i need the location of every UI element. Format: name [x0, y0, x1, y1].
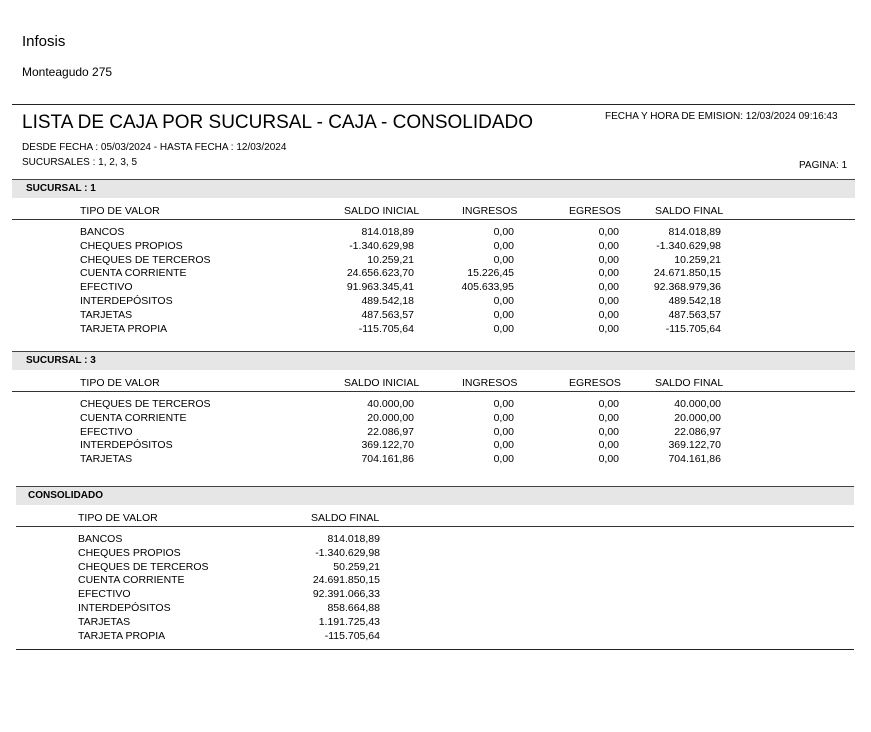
cell-ingresos: 0,00: [493, 253, 514, 266]
cell-saldo-inicial: 10.259,21: [367, 253, 414, 266]
cell-saldo-final: -1.340.629,98: [315, 546, 380, 559]
table-header: [12, 371, 855, 392]
table-header: [12, 199, 855, 220]
cell-saldo-inicial: -115.705,64: [358, 322, 414, 335]
table-row: [12, 226, 855, 240]
table-row: [12, 281, 855, 295]
cell-tipo: CUENTA CORRIENTE: [80, 267, 187, 280]
cell-tipo: EFECTIVO: [80, 281, 133, 294]
table-header: [16, 506, 854, 527]
table-row: [12, 398, 855, 412]
table-row: [16, 574, 854, 588]
cell-saldo-inicial: 489.542,18: [361, 294, 414, 307]
cell-saldo-inicial: 704.161,86: [361, 453, 414, 466]
cell-saldo-final: 22.086,97: [674, 425, 721, 438]
table-row: [12, 267, 855, 281]
cell-saldo-final: 24.691.850,15: [312, 574, 380, 587]
cell-tipo: CUENTA CORRIENTE: [78, 574, 185, 587]
table-row: [16, 547, 854, 561]
cell-saldo-inicial: 369.122,70: [361, 439, 414, 452]
cell-egresos: 0,00: [598, 322, 619, 335]
cell-tipo: CHEQUES DE TERCEROS: [80, 253, 211, 266]
table-body-sucursal-1: [12, 226, 855, 336]
cell-tipo: BANCOS: [78, 533, 123, 545]
cell-saldo-inicial: 24.656.623,70: [346, 267, 414, 280]
cell-egresos: 0,00: [598, 439, 619, 452]
report-title: LISTA DE CAJA POR SUCURSAL - CAJA - CONSOLIDADO: [22, 112, 534, 133]
cell-ingresos: 0,00: [493, 239, 514, 252]
cell-tipo: CHEQUES PROPIOS: [78, 546, 181, 559]
table-row: [12, 426, 855, 440]
col-ingresos: INGRESOS: [462, 377, 518, 389]
cell-saldo-final: 814.018,89: [327, 533, 380, 545]
cell-tipo: INTERDEPÓSITOS: [80, 294, 173, 307]
cell-saldo-inicial: 814.018,89: [361, 226, 414, 238]
col-saldo-final: SALDO FINAL: [655, 205, 724, 217]
cell-ingresos: 0,00: [493, 226, 514, 238]
col-saldo-final: SALDO FINAL: [311, 512, 380, 524]
cell-egresos: 0,00: [598, 253, 619, 266]
cell-saldo-final: 92.391.066,33: [312, 588, 380, 601]
cell-ingresos: 0,00: [493, 425, 514, 438]
cell-saldo-inicial: 91.963.345,41: [346, 281, 414, 294]
cell-egresos: 0,00: [598, 425, 619, 438]
cell-saldo-inicial: -1.340.629,98: [349, 239, 414, 252]
table-row: [16, 616, 854, 630]
cell-tipo: CUENTA CORRIENTE: [80, 411, 187, 424]
table-row: [12, 309, 855, 323]
cell-saldo-final: 487.563,57: [668, 308, 721, 321]
cell-saldo-inicial: 40.000,00: [367, 398, 414, 410]
cell-tipo: EFECTIVO: [80, 425, 133, 438]
branches-list: SUCURSALES : 1, 2, 3, 5: [22, 157, 138, 168]
cell-saldo-final: 92.368.979,36: [653, 281, 721, 294]
cell-tipo: TARJETA PROPIA: [80, 322, 168, 335]
cell-tipo: INTERDEPÓSITOS: [80, 439, 173, 452]
table-row: [12, 412, 855, 426]
cell-saldo-final: 489.542,18: [668, 294, 721, 307]
cell-tipo: CHEQUES DE TERCEROS: [80, 398, 211, 410]
col-ingresos: INGRESOS: [462, 205, 518, 217]
table-row: [16, 561, 854, 575]
cell-saldo-inicial: 487.563,57: [361, 308, 414, 321]
cell-tipo: EFECTIVO: [78, 588, 131, 601]
cell-ingresos: 15.226,45: [467, 267, 514, 280]
cell-saldo-final: 1.191.725,43: [318, 615, 380, 628]
emission-datetime: FECHA Y HORA DE EMISION: 12/03/2024 09:16:43: [605, 111, 838, 122]
col-saldo-final: SALDO FINAL: [655, 377, 724, 389]
col-egresos: EGRESOS: [569, 205, 621, 217]
col-tipo: TIPO DE VALOR: [80, 377, 160, 389]
cell-egresos: 0,00: [598, 281, 619, 294]
cell-egresos: 0,00: [598, 453, 619, 466]
section-title: SUCURSAL : 3: [26, 355, 96, 366]
cell-ingresos: 0,00: [493, 411, 514, 424]
cell-ingresos: 0,00: [493, 322, 514, 335]
table-row: [16, 588, 854, 602]
col-saldo-inicial: SALDO INICIAL: [344, 205, 420, 217]
cell-egresos: 0,00: [598, 294, 619, 307]
section-title: SUCURSAL : 1: [26, 183, 96, 194]
cell-tipo: TARJETA PROPIA: [78, 629, 166, 642]
cell-saldo-final: 814.018,89: [668, 226, 721, 238]
table-body-consolidado: [16, 533, 854, 643]
page-number: PAGINA: 1: [799, 160, 848, 171]
cell-saldo-final: 40.000,00: [674, 398, 721, 410]
cell-egresos: 0,00: [598, 226, 619, 238]
cell-egresos: 0,00: [598, 267, 619, 280]
cell-tipo: TARJETAS: [80, 453, 133, 466]
header-divider: [12, 104, 855, 105]
cell-saldo-final: 20.000,00: [674, 411, 721, 424]
col-tipo: TIPO DE VALOR: [80, 205, 160, 217]
cell-saldo-inicial: 22.086,97: [367, 425, 414, 438]
cell-saldo-final: -115.705,64: [665, 322, 721, 335]
col-egresos: EGRESOS: [569, 377, 621, 389]
footer-divider: [16, 649, 854, 650]
table-row: [12, 453, 855, 467]
table-row: [12, 323, 855, 337]
cell-tipo: INTERDEPÓSITOS: [78, 601, 171, 614]
section-band-sucursal-1: [12, 179, 855, 198]
cell-ingresos: 0,00: [493, 294, 514, 307]
section-band-consolidado: [16, 486, 854, 505]
company-name: Infosis: [22, 33, 66, 50]
table-row: [16, 630, 854, 644]
cell-saldo-final: -1.340.629,98: [656, 239, 721, 252]
table-row: [16, 602, 854, 616]
cell-ingresos: 0,00: [493, 398, 514, 410]
col-tipo: TIPO DE VALOR: [78, 512, 158, 524]
table-row: [16, 533, 854, 547]
cell-ingresos: 405.633,95: [461, 281, 514, 294]
cell-tipo: TARJETAS: [80, 308, 133, 321]
cell-egresos: 0,00: [598, 239, 619, 252]
cell-tipo: BANCOS: [80, 226, 125, 238]
cell-tipo: CHEQUES PROPIOS: [80, 239, 183, 252]
cell-tipo: CHEQUES DE TERCEROS: [78, 560, 209, 573]
cell-saldo-final: -115.705,64: [324, 629, 380, 642]
table-row: [12, 295, 855, 309]
cell-saldo-final: 858.664,88: [327, 601, 380, 614]
cell-egresos: 0,00: [598, 411, 619, 424]
cell-saldo-final: 50.259,21: [333, 560, 380, 573]
cell-ingresos: 0,00: [493, 453, 514, 466]
date-range: DESDE FECHA : 05/03/2024 - HASTA FECHA : 12/03/2024: [22, 142, 287, 153]
cell-ingresos: 0,00: [493, 439, 514, 452]
table-row: [12, 254, 855, 268]
col-saldo-inicial: SALDO INICIAL: [344, 377, 420, 389]
cell-saldo-final: 704.161,86: [668, 453, 721, 466]
section-band-sucursal-3: [12, 351, 855, 370]
cell-egresos: 0,00: [598, 308, 619, 321]
table-row: [12, 240, 855, 254]
cell-saldo-final: 10.259,21: [674, 253, 721, 266]
cell-tipo: TARJETAS: [78, 615, 131, 628]
cell-saldo-final: 369.122,70: [668, 439, 721, 452]
cell-saldo-inicial: 20.000,00: [367, 411, 414, 424]
company-address: Monteagudo 275: [22, 65, 113, 79]
cell-ingresos: 0,00: [493, 308, 514, 321]
table-body-sucursal-3: [12, 398, 855, 467]
cell-egresos: 0,00: [598, 398, 619, 410]
cell-saldo-final: 24.671.850,15: [653, 267, 721, 280]
section-title: CONSOLIDADO: [28, 490, 103, 501]
table-row: [12, 439, 855, 453]
